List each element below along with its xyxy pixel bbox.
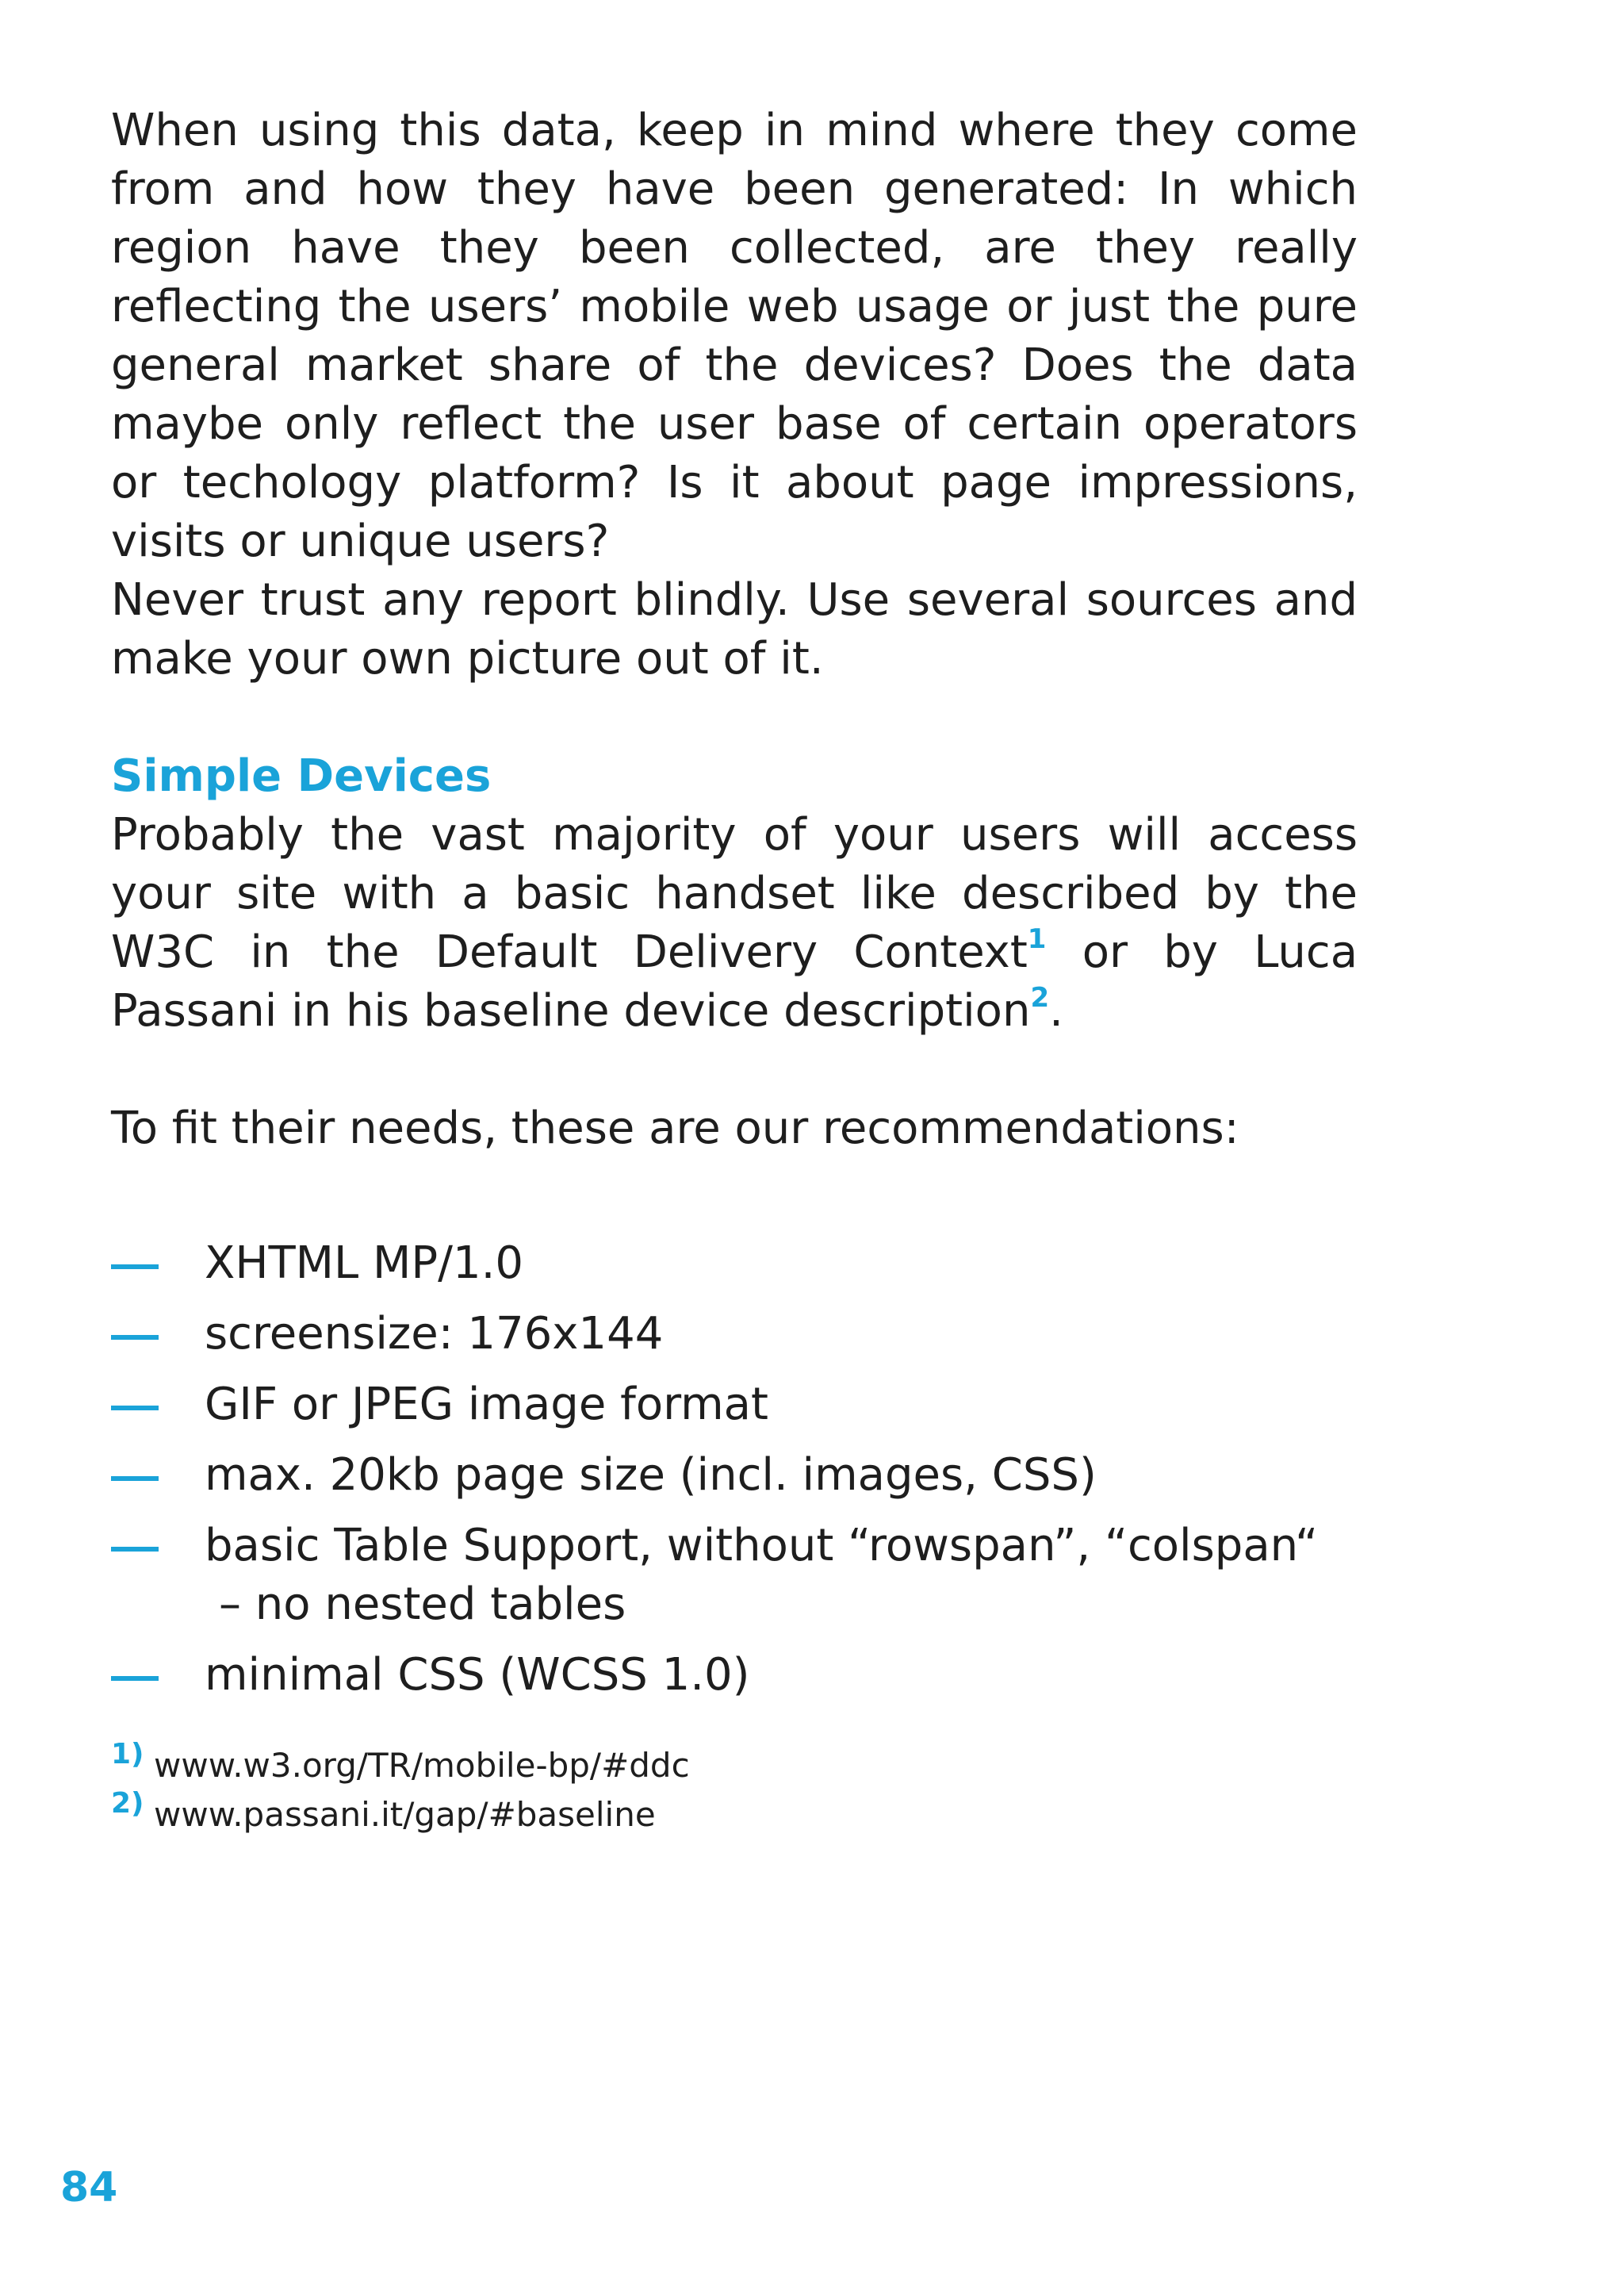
- list-item: [111, 1375, 1358, 1434]
- list-item-text: basic Table Support, without “rowspan”, “colspan“: [205, 1520, 1319, 1571]
- footnote-link: www.passani.it/gap/#baseline: [154, 1795, 656, 1834]
- recommendations-list: [111, 1234, 1358, 1705]
- recommendations-intro: To fit their needs, these are our recommendations:: [111, 1103, 1239, 1154]
- list-item-text: XHTML MP/1.0: [205, 1237, 524, 1289]
- list-item: [111, 1446, 1358, 1505]
- footnote-ref-1: 1: [1027, 923, 1047, 955]
- list-item-text: screensize: 176x144: [205, 1308, 664, 1360]
- section-heading: Simple Devices: [111, 750, 492, 802]
- dash-bullet-icon: [111, 1476, 159, 1481]
- list-item-text: max. 20kb page size (incl. images, CSS): [205, 1449, 1097, 1501]
- section-paragraph: [111, 806, 1358, 1041]
- dash-bullet-icon: [111, 1264, 159, 1269]
- page-number: 84: [60, 2164, 118, 2211]
- footnote-link: www.w3.org/TR/mobile-bp/#ddc: [154, 1746, 690, 1785]
- dash-bullet-icon: [111, 1547, 159, 1552]
- footnote-number: 1): [111, 1738, 144, 1770]
- section-text-part1: Probably the vast majority of your users will access your site with a basic handset like described by the W3C in the Default Delivery Context: [111, 809, 1358, 978]
- dash-bullet-icon: [111, 1676, 159, 1681]
- list-item: [111, 1234, 1358, 1293]
- list-item-text: minimal CSS (WCSS 1.0): [205, 1649, 750, 1701]
- footnote-ref-2: 2: [1030, 982, 1050, 1014]
- footnote-number: 2): [111, 1787, 144, 1820]
- footnotes: [111, 1738, 1358, 1839]
- page-content: [111, 102, 1358, 1839]
- section-text-part3: .: [1049, 985, 1063, 1037]
- dash-bullet-icon: [111, 1335, 159, 1340]
- list-item-text: GIF or JPEG image format: [205, 1379, 768, 1430]
- dash-bullet-icon: [111, 1406, 159, 1410]
- advice-paragraph: Never trust any report blindly. Use several sources and make your own picture out of it.: [111, 574, 1358, 685]
- section-text-part2: or by Luca Passani in his baseline device description: [111, 926, 1358, 1037]
- list-item: [111, 1646, 1358, 1705]
- list-item: [111, 1305, 1358, 1364]
- footnote-1: [111, 1738, 1358, 1790]
- intro-paragraph: When using this data, keep in mind where they come from and how they have been generated: In which region have they been collected, are they really reflecting the users’ mobile web usage or just the pure general market share of the devices? Does the data maybe only reflect the user base of certain operators or techology platform? Is it about page impressions, visits or unique users?: [111, 105, 1358, 567]
- list-item: [111, 1517, 1358, 1634]
- footnote-2: [111, 1787, 1358, 1839]
- list-item-subtext: – no nested tables: [219, 1578, 626, 1630]
